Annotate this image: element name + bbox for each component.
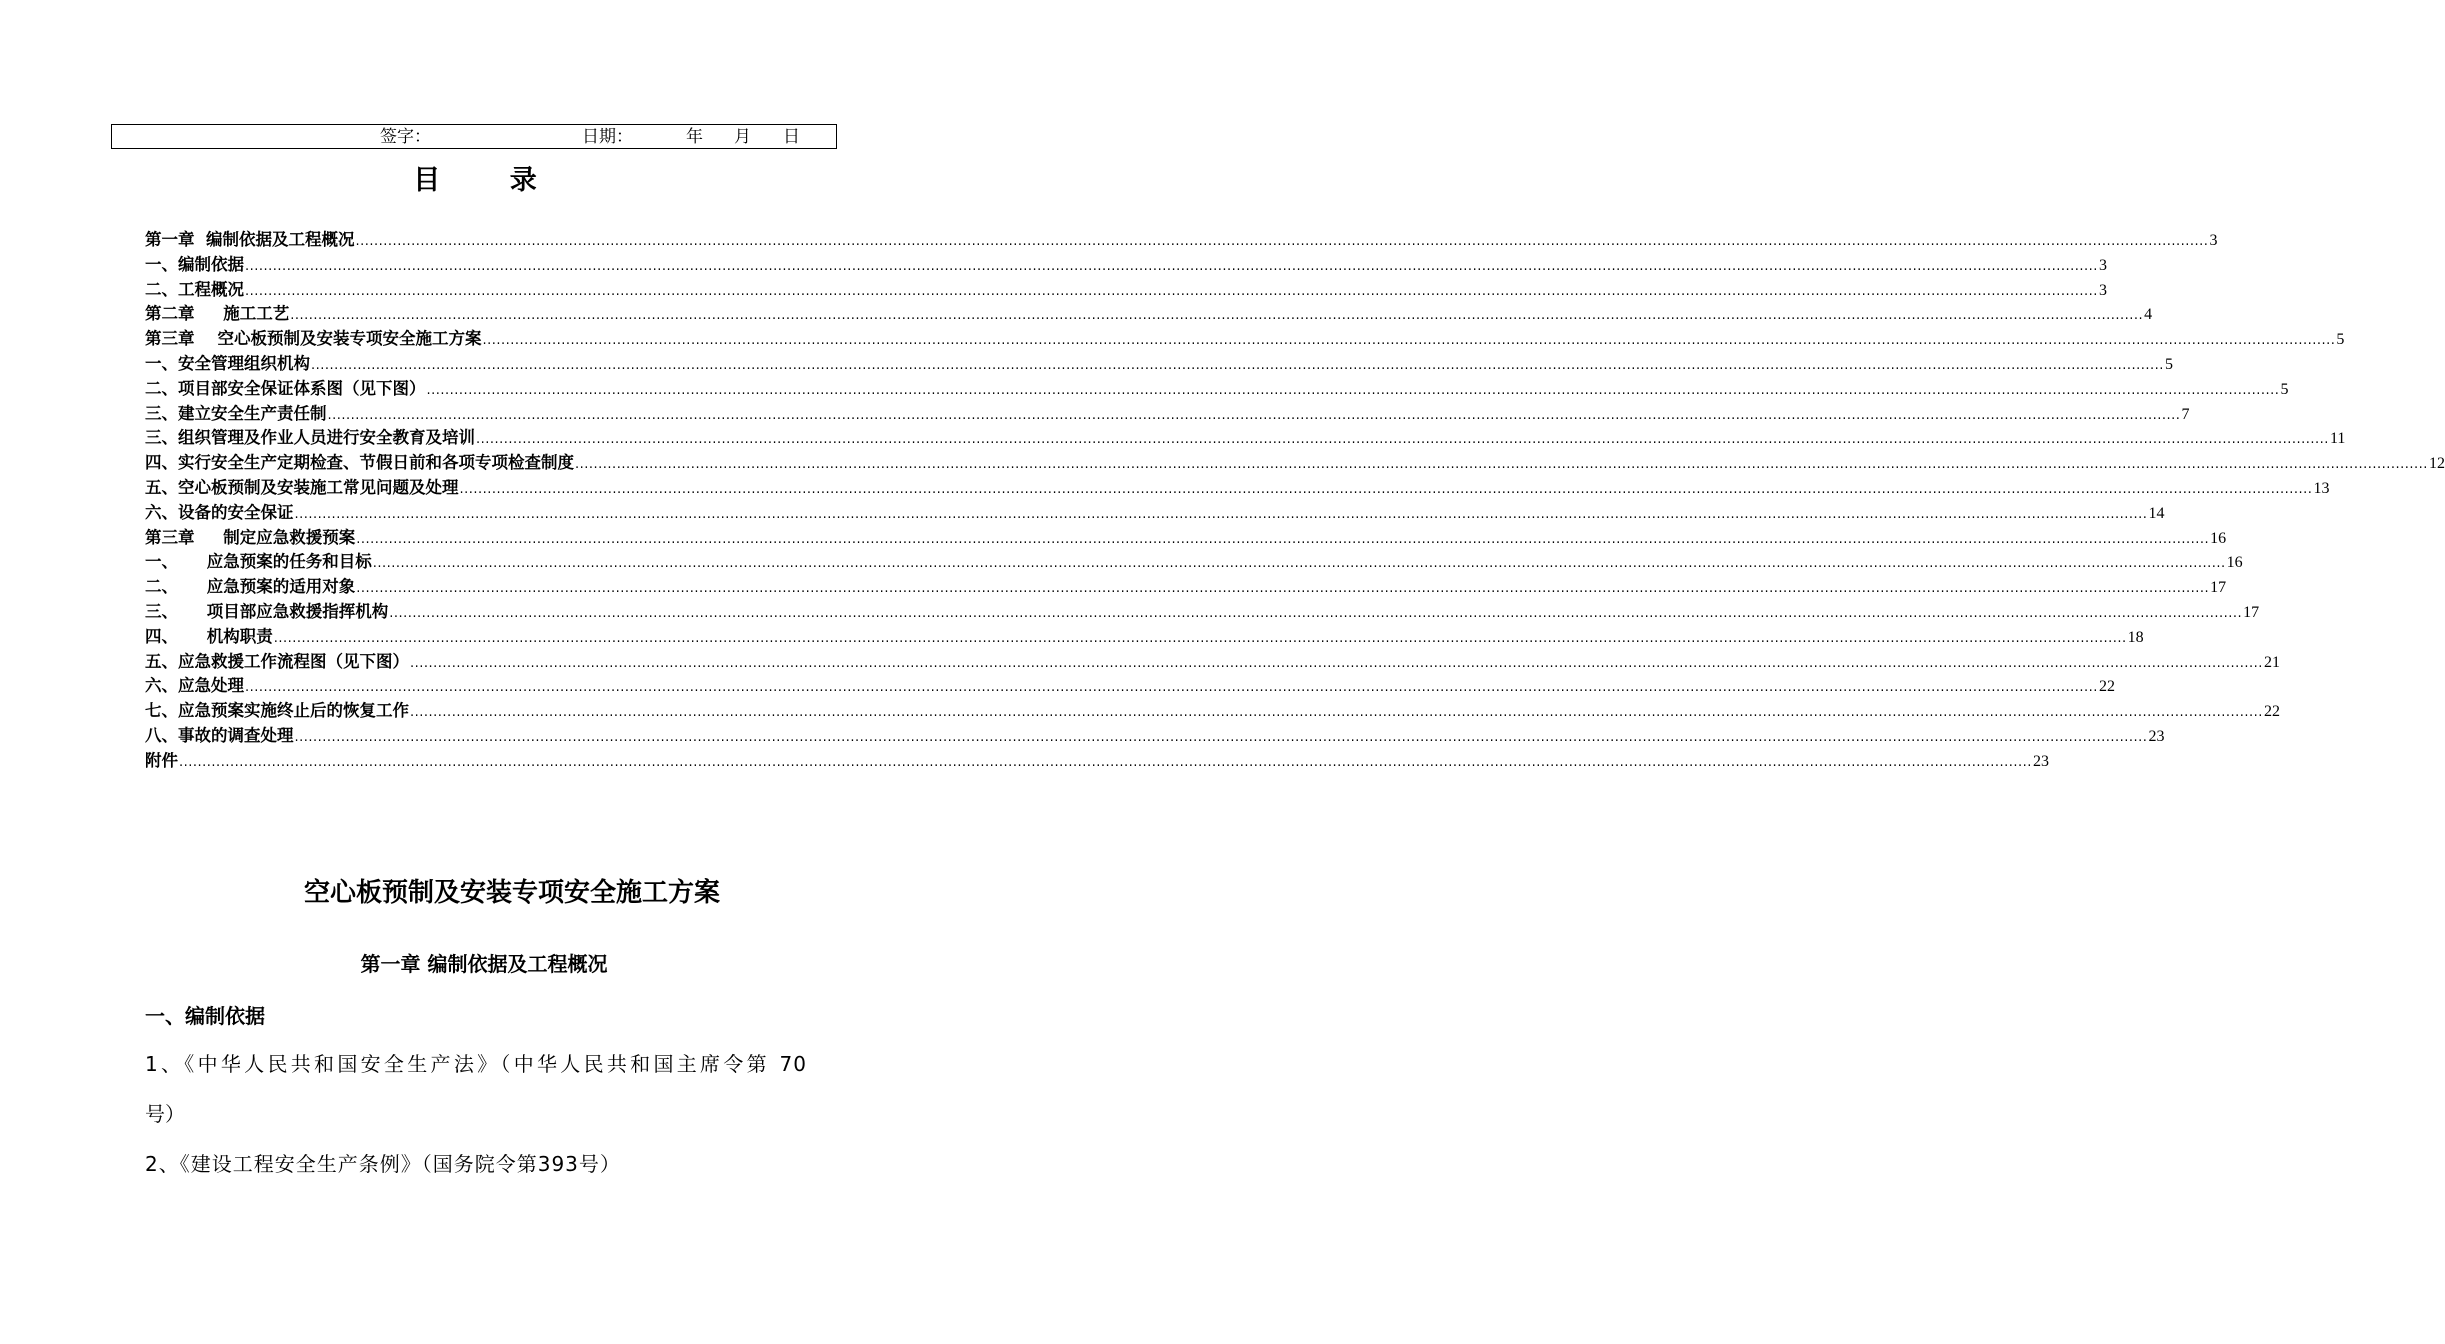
toc-entry[interactable]: [145, 699, 2280, 724]
toc-leader-dots: ................................................................................................................................................................................................................................................................................................................................................................................................................: [245, 258, 2098, 274]
toc-entry[interactable]: [145, 451, 2445, 476]
toc-leader-dots: ................................................................................................................................................................................................................................................................................................................................................................................................................: [389, 605, 2243, 621]
toc-entry[interactable]: [145, 302, 2153, 327]
toc-entry-page: 5: [2336, 331, 2345, 349]
toc-entry-page: 23: [2032, 752, 2049, 770]
toc-entry-page: 4: [2144, 306, 2153, 324]
toc-entry-label: 第三章 空心板预制及安装专项安全施工方案: [145, 329, 482, 349]
toc-entry-page: 5: [2164, 355, 2173, 373]
signature-label: 签字：: [380, 127, 431, 147]
toc-leader-dots: ................................................................................................................................................................................................................................................................................................................................................................................................................: [476, 432, 2329, 448]
toc-entry[interactable]: [145, 600, 2260, 625]
toc-entry-page: 12: [2428, 455, 2445, 473]
toc-leader-dots: ................................................................................................................................................................................................................................................................................................................................................................................................................: [426, 382, 2280, 398]
paragraph-item-1: 1、《中华人民共和国安全生产法》（中华人民共和国主席令第 70: [145, 1052, 807, 1076]
toc-entry[interactable]: [145, 575, 2227, 600]
toc-entry[interactable]: [145, 724, 2165, 749]
year-label: 年: [686, 127, 703, 147]
toc-entry[interactable]: [145, 402, 2190, 427]
document-title: 空心板预制及安装专项安全施工方案: [303, 878, 720, 908]
toc-leader-dots: ................................................................................................................................................................................................................................................................................................................................................................................................................: [355, 234, 2209, 249]
toc-leader-dots: ................................................................................................................................................................................................................................................................................................................................................................................................................: [294, 506, 2148, 522]
toc-entry-label: 七、应急预案实施终止后的恢复工作: [145, 701, 409, 721]
toc-leader-dots: ................................................................................................................................................................................................................................................................................................................................................................................................................: [410, 655, 2263, 671]
toc-entry[interactable]: [145, 278, 2107, 303]
toc-entry-label: 三、 项目部应急救援指挥机构: [145, 601, 389, 621]
toc-entry-page: 22: [2263, 703, 2280, 721]
toc-entry-label: 六、设备的安全保证: [145, 502, 294, 522]
toc-entry-label: 二、项目部安全保证体系图（见下图）: [145, 378, 426, 398]
toc-entry[interactable]: [145, 228, 2218, 253]
toc-leader-dots: ................................................................................................................................................................................................................................................................................................................................................................................................................: [356, 581, 2210, 597]
toc-entry-label: 二、工程概况: [145, 279, 244, 299]
toc-entry-label: 三、组织管理及作业人员进行安全教育及培训: [145, 428, 475, 448]
toc-entry-page: 5: [2280, 380, 2289, 398]
toc-leader-dots: ................................................................................................................................................................................................................................................................................................................................................................................................................: [245, 680, 2098, 696]
toc-entry[interactable]: [145, 650, 2280, 675]
toc-entry[interactable]: [145, 253, 2107, 278]
toc-entry[interactable]: [145, 476, 2330, 501]
table-of-contents: [145, 228, 2445, 774]
toc-leader-dots: ................................................................................................................................................................................................................................................................................................................................................................................................................: [575, 457, 2428, 473]
toc-leader-dots: ................................................................................................................................................................................................................................................................................................................................................................................................................: [273, 630, 2127, 646]
section-title: 一、编制依据: [145, 1004, 265, 1028]
toc-entry[interactable]: [145, 674, 2115, 699]
toc-entry[interactable]: [145, 501, 2165, 526]
toc-leader-dots: ................................................................................................................................................................................................................................................................................................................................................................................................................: [245, 283, 2098, 299]
toc-entry-page: 14: [2148, 504, 2165, 522]
toc-entry-label: 一、安全管理组织机构: [145, 353, 310, 373]
toc-leader-dots: ................................................................................................................................................................................................................................................................................................................................................................................................................: [459, 481, 2313, 497]
toc-entry-page: 23: [2148, 727, 2165, 745]
toc-entry[interactable]: [145, 526, 2227, 551]
toc-entry-page: 7: [2181, 405, 2190, 423]
toc-leader-dots: ................................................................................................................................................................................................................................................................................................................................................................................................................: [179, 754, 2032, 770]
toc-leader-dots: ................................................................................................................................................................................................................................................................................................................................................................................................................: [372, 556, 2226, 572]
toc-entry-page: 17: [2210, 579, 2227, 597]
toc-entry[interactable]: [145, 377, 2289, 402]
toc-entry[interactable]: [145, 550, 2243, 575]
toc-entry-label: 第三章 制定应急救援预案: [145, 527, 356, 547]
toc-entry-page: 22: [2098, 678, 2115, 696]
toc-entry[interactable]: [145, 625, 2144, 650]
toc-entry-page: 11: [2329, 430, 2346, 448]
toc-entry-page: 3: [2098, 281, 2107, 299]
toc-entry-label: 五、应急救援工作流程图（见下图）: [145, 651, 409, 671]
toc-entry-label: 第二章 施工工艺: [145, 304, 290, 324]
toc-leader-dots: ................................................................................................................................................................................................................................................................................................................................................................................................................: [482, 333, 2336, 349]
toc-entry-label: 六、应急处理: [145, 676, 244, 696]
toc-leader-dots: ................................................................................................................................................................................................................................................................................................................................................................................................................: [311, 357, 2164, 373]
toc-entry-page: 18: [2127, 628, 2144, 646]
toc-entry-label: 三、建立安全生产责任制: [145, 403, 327, 423]
chapter-title: 第一章 编制依据及工程概况: [360, 952, 608, 976]
signature-date-bar: [111, 124, 837, 149]
toc-entry-label: 一、编制依据: [145, 254, 244, 274]
toc-entry-page: 17: [2243, 603, 2260, 621]
toc-entry-page: 3: [2098, 256, 2107, 274]
toc-leader-dots: ................................................................................................................................................................................................................................................................................................................................................................................................................: [356, 531, 2210, 547]
date-label: 日期：: [582, 127, 633, 147]
toc-entry-label: 八、事故的调查处理: [145, 725, 294, 745]
toc-entry-page: 16: [2210, 529, 2227, 547]
toc-entry[interactable]: [145, 352, 2173, 377]
toc-entry[interactable]: [145, 749, 2049, 774]
toc-entry-label: 二、 应急预案的适用对象: [145, 577, 356, 597]
toc-entry-label: 四、 机构职责: [145, 626, 273, 646]
toc-entry[interactable]: [145, 426, 2346, 451]
toc-leader-dots: ................................................................................................................................................................................................................................................................................................................................................................................................................: [410, 705, 2263, 721]
paragraph-item-1-continued: 号）: [145, 1102, 185, 1126]
toc-entry-label: 一、 应急预案的任务和目标: [145, 552, 372, 572]
toc-entry-label: 第一章 编制依据及工程概况: [145, 230, 355, 249]
toc-entry-label: 附件: [145, 750, 178, 770]
day-label: 日: [783, 127, 800, 147]
toc-entry-label: 四、实行安全生产定期检查、节假日前和各项专项检查制度: [145, 453, 574, 473]
toc-title: 目 录: [413, 165, 567, 196]
month-label: 月: [734, 127, 751, 147]
toc-entry-page: 13: [2313, 479, 2330, 497]
toc-entry[interactable]: [145, 327, 2345, 352]
toc-entry-page: 21: [2263, 653, 2280, 671]
toc-leader-dots: ................................................................................................................................................................................................................................................................................................................................................................................................................: [327, 407, 2181, 423]
toc-entry-label: 五、空心板预制及安装施工常见问题及处理: [145, 477, 459, 497]
toc-entry-page: 3: [2209, 232, 2218, 249]
paragraph-item-2: 2、《建设工程安全生产条例》（国务院令第393号）: [145, 1152, 621, 1176]
toc-leader-dots: ................................................................................................................................................................................................................................................................................................................................................................................................................: [294, 729, 2148, 745]
toc-leader-dots: ................................................................................................................................................................................................................................................................................................................................................................................................................: [290, 308, 2144, 324]
toc-entry-page: 16: [2226, 554, 2243, 572]
